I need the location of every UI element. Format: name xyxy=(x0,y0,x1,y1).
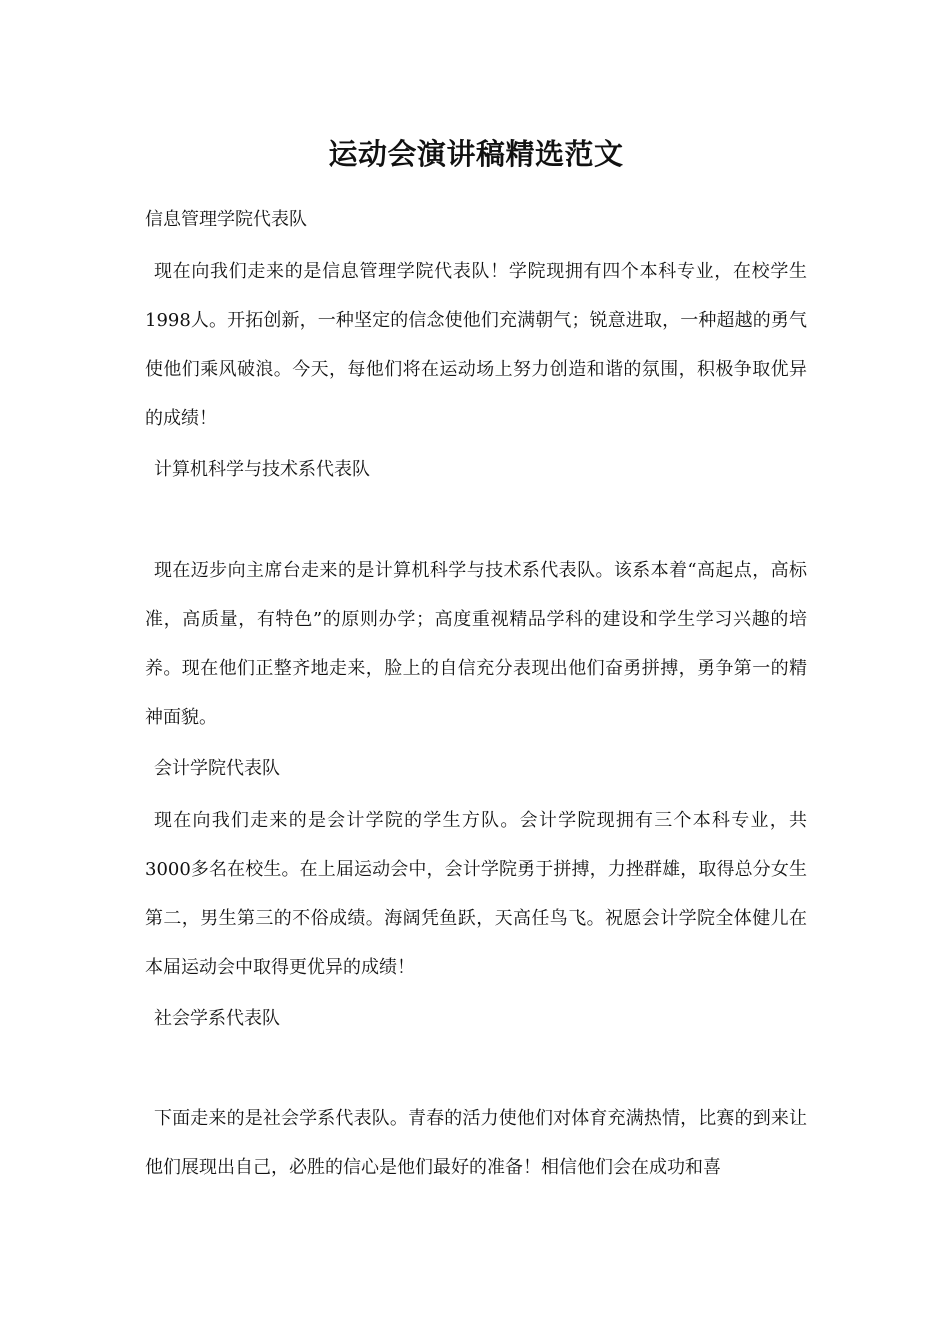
section-heading: 信息管理学院代表队 xyxy=(145,209,307,230)
section-heading: 社会学系代表队 xyxy=(154,1008,280,1029)
section-paragraph: 现在迈步向主席台走来的是计算机科学与技术系代表队。该系本着“高起点，高标准，高质量，有特色”的原则办学；高度重视精品学科的建设和学生学习兴趣的培养。现在他们正整齐地走来，脸上的自信充分表现出他们奋勇拼搏，勇争第一的精神面貌。 xyxy=(145,560,807,728)
section-heading: 会计学院代表队 xyxy=(154,758,280,779)
section-paragraph: 现在向我们走来的是信息管理学院代表队！学院现拥有四个本科专业，在校学生1998人。开拓创新，一种坚定的信念使他们充满朝气；锐意进取，一种超越的勇气使他们乘风破浪。今天，每他们将在运动场上努力创造和谐的氛围，积极争取优异的成绩！ xyxy=(145,261,807,429)
section-paragraph: 现在向我们走来的是会计学院的学生方队。会计学院现拥有三个本科专业，共3000多名在校生。在上届运动会中，会计学院勇于拼搏，力挫群雄，取得总分女生第二，男生第三的不俗成绩。海阔凭鱼跃，天高任鸟飞。祝愿会计学院全体健儿在本届运动会中取得更优异的成绩！ xyxy=(145,810,807,978)
document-title: 运动会演讲稿精选范文 xyxy=(328,137,624,171)
section-paragraph: 下面走来的是社会学系代表队。青春的活力使他们对体育充满热情，比赛的到来让他们展现出自己，必胜的信心是他们最好的准备！相信他们会在成功和喜 xyxy=(145,1108,807,1178)
section-heading: 计算机科学与技术系代表队 xyxy=(154,459,370,480)
